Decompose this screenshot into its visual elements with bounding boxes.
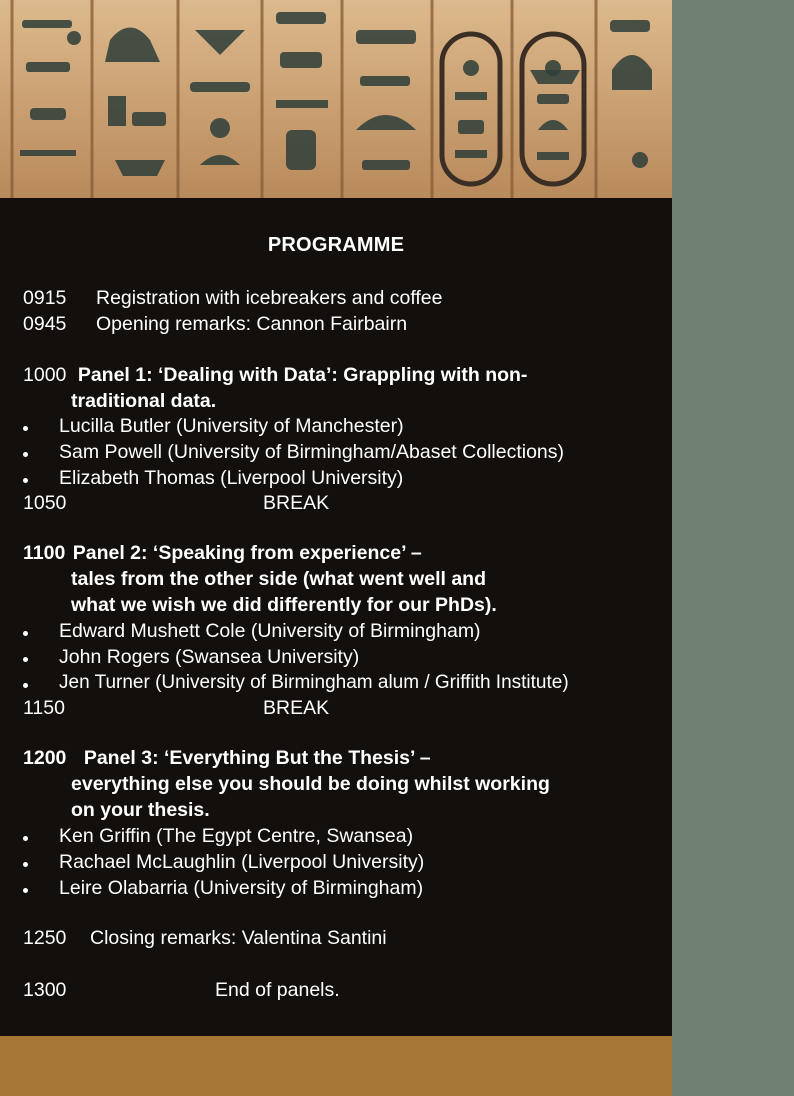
speaker-item: Elizabeth Thomas (Liverpool University) [59,467,404,489]
time-label: 1150 [23,697,65,719]
time-label: 1250 [23,927,67,949]
panel1-heading-cont: traditional data. [71,390,217,412]
schedule-row-break1 [23,491,330,515]
panel3-heading-cont: everything else you should be doing whilst working [71,773,550,795]
bullet-icon [23,836,28,841]
time-label: 1000 [23,364,67,386]
time-label: 1300 [23,979,67,1001]
break-label: BREAK [263,697,330,719]
panel3-heading [23,746,431,770]
hieroglyph-banner [0,0,672,198]
panel-heading-text: Panel 3: ‘Everything But the Thesis’ – [83,747,431,769]
programme-title: PROGRAMME [267,234,405,256]
speaker-item: Sam Powell (University of Birmingham/Abaset Collections) [59,441,565,463]
schedule-text: Closing remarks: Valentina Santini [90,927,387,949]
time-label: 1200 [23,747,67,769]
bullet-icon [23,631,28,636]
panel2-heading-cont: tales from the other side (what went well and [71,568,486,590]
bullet-icon [23,478,28,483]
time-label: 1050 [23,492,67,514]
schedule-row-closing [23,926,387,950]
panel2-heading-cont: what we wish we did differently for our PhDs). [71,594,497,616]
bullet-icon [23,862,28,867]
speaker-item: Rachael McLaughlin (Liverpool University) [59,851,425,873]
bullet-icon [23,452,28,457]
schedule-row-break2 [23,696,330,720]
speaker-item: Edward Mushett Cole (University of Birmingham) [59,620,481,642]
hieroglyph-relief-image [0,0,672,198]
schedule-row-registration [23,286,443,310]
time-label: 0915 [23,287,67,309]
time-label: 1100 [23,542,66,564]
bullet-icon [23,683,28,688]
schedule-text: End of panels. [215,979,340,1001]
speaker-item: Lucilla Butler (University of Manchester) [59,415,404,437]
break-label: BREAK [263,492,330,514]
panel3-heading-cont: on your thesis. [71,799,210,821]
time-label: 0945 [23,313,67,335]
bullet-icon [23,888,28,893]
schedule-text: Registration with icebreakers and coffee [96,287,443,309]
panel1-heading [23,363,527,387]
bottom-color-band [0,1036,672,1096]
panel2-heading [23,541,422,565]
schedule-text: Opening remarks: Cannon Fairbairn [96,313,408,335]
bullet-icon [23,426,28,431]
programme-panel [0,198,672,1036]
panel-heading-text: Panel 2: ‘Speaking from experience’ – [72,542,422,564]
schedule-row-opening-remarks [23,312,408,336]
speaker-item: Jen Turner (University of Birmingham alum / Griffith Institute) [59,672,569,693]
speaker-item: Ken Griffin (The Egypt Centre, Swansea) [59,825,414,847]
speaker-item: Leire Olabarria (University of Birmingham) [59,877,424,899]
speaker-item: John Rogers (Swansea University) [59,646,360,668]
schedule-row-end [23,978,340,1002]
panel-heading-text: Panel 1: ‘Dealing with Data’: Grappling with non- [77,364,528,386]
bullet-icon [23,657,28,662]
